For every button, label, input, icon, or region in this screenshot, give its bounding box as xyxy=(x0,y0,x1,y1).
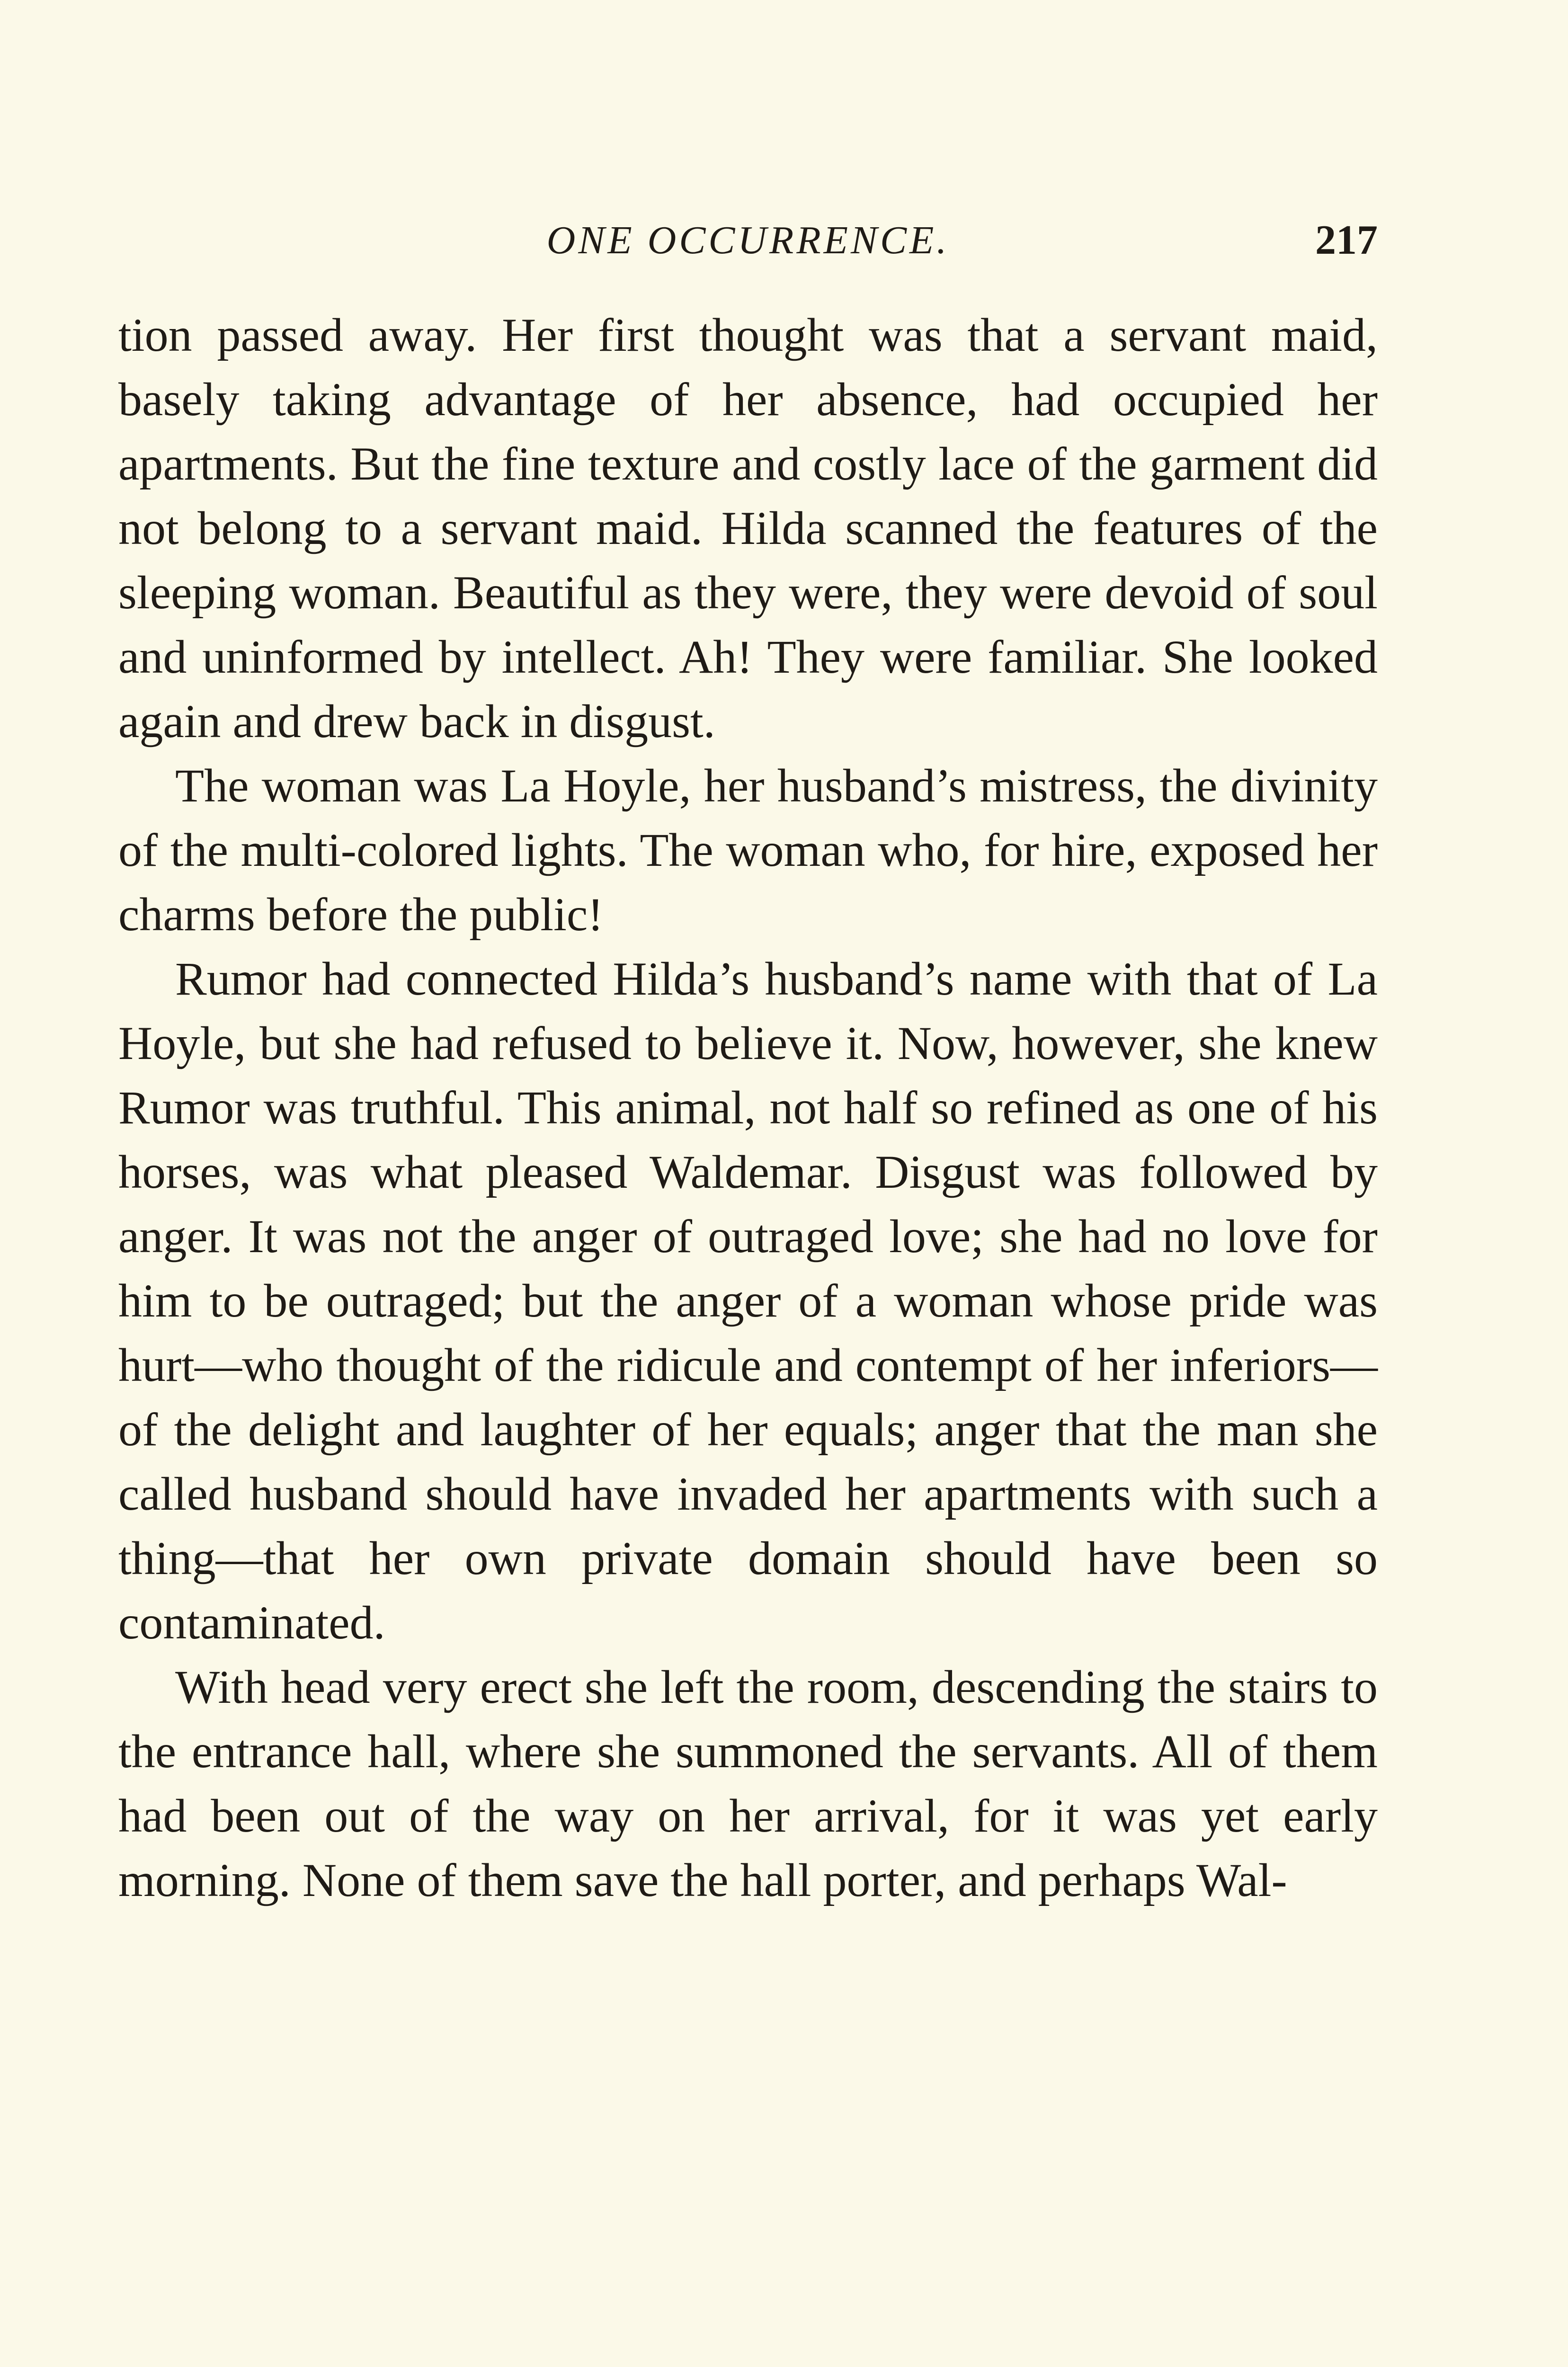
paragraph: Rumor had connected Hilda’s husband’s name with that of La Hoyle, but she had refused to believe it. Now, however, she knew Rumor was truthful. This animal, not half so refined as one of his horses, was what pleased Waldemar. Disgust was followed by anger. It was not the anger of outraged love; she had no love for him to be outraged; but the anger of a woman whose pride was hurt—who thought of the ridicule and contempt of her inferiors—of the delight and laughter of her equals; anger that the man she called husband should have invaded her apartments with such a thing—that her own private domain should have been so contaminated. xyxy=(118,952,1378,1649)
paragraph: With head very erect she left the room, descending the stairs to the entrance hall, where she summoned the servants. All of them had been out of the way on her arrival, for it was yet early morning. None of them save the hall porter, and perhaps Wal- xyxy=(118,1661,1378,1906)
running-header xyxy=(118,212,1378,269)
paragraph: The woman was La Hoyle, her husband’s mistress, the divinity of the multi-colored lights. The woman who, for hire, exposed her charms before the public! xyxy=(118,759,1378,941)
page-number: 217 xyxy=(1315,217,1378,263)
running-title: ONE OCCURRENCE. xyxy=(546,218,950,262)
paragraph-continuation: tion passed away. Her first thought was that a servant maid, basely taking advantage of her absence, had occupied her apartments. But the fine texture and costly lace of the garment did not belong to a servant maid. Hilda scanned the features of the sleeping woman. Beautiful as they were, they were devoid of soul and uninformed by intellect. Ah! They were familiar. She looked again and drew back in disgust. xyxy=(118,309,1378,747)
body-text xyxy=(118,303,1378,1913)
